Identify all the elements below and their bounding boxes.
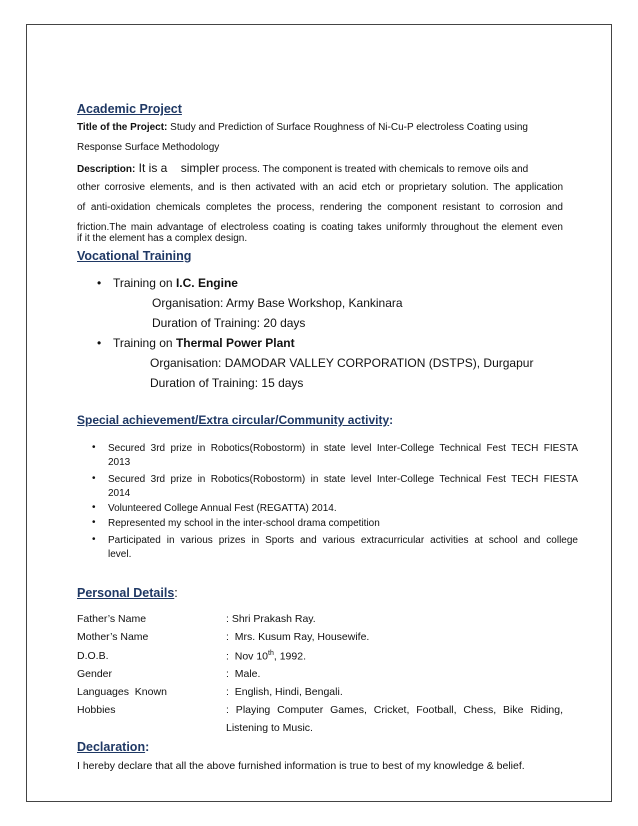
description-line5: if it the element has a complex design. xyxy=(77,233,248,244)
description-line1 xyxy=(77,158,563,180)
father-name-value: : Shri Prakash Ray. xyxy=(226,613,316,625)
training-item-1 xyxy=(113,276,238,290)
hobbies-value-line2: Listening to Music. xyxy=(226,722,313,734)
description-text-1: process. The component is treated with chemicals to remove oils and xyxy=(219,164,529,175)
training-1-duration: Duration of Training: 20 days xyxy=(152,316,306,330)
dob-value xyxy=(226,650,306,663)
training-2-duration: Duration of Training: 15 days xyxy=(150,376,304,390)
training-1-organisation: Organisation: Army Base Workshop, Kankinara xyxy=(152,296,403,310)
training-2-organisation: Organisation: DAMODAR VALLEY CORPORATION (DSTPS), Durgapur xyxy=(150,356,534,370)
achievement-4: Represented my school in the inter-school drama competition xyxy=(108,518,380,529)
training-prefix: Training on xyxy=(113,276,176,290)
dob-label: D.O.B. xyxy=(77,650,109,662)
bullet-dot: • xyxy=(92,442,96,453)
academic-project-heading: Academic Project xyxy=(77,102,182,116)
project-title-line1 xyxy=(77,118,563,138)
description-line3: of anti-oxidation chemicals completes the process, rendering the component resistant to corrosion and xyxy=(77,202,563,213)
bullet-dot: • xyxy=(97,336,102,350)
description-line4: friction.The main advantage of electroless coating is coating takes uniformly throughout the element even xyxy=(77,222,563,233)
personal-details-heading xyxy=(77,586,178,600)
heading-colon: : xyxy=(389,413,394,427)
achievement-5-line2: level. xyxy=(108,549,132,560)
project-title-line2: Response Surface Methodology xyxy=(77,142,220,153)
heading-colon: : xyxy=(174,586,178,600)
description-lead: It is a simpler xyxy=(135,161,220,175)
achievement-1-line2: 2013 xyxy=(108,457,131,468)
project-title-label: Title of the Project: xyxy=(77,122,168,133)
declaration-heading xyxy=(77,740,149,754)
personal-details-heading-text: Personal Details xyxy=(77,586,175,600)
training-prefix: Training on xyxy=(113,336,176,350)
training-item-2 xyxy=(113,336,295,350)
bullet-dot: • xyxy=(92,534,96,545)
dob-year: , 1992. xyxy=(273,650,306,663)
bullet-dot: • xyxy=(92,502,96,513)
languages-label: Languages Known xyxy=(77,686,167,698)
hobbies-label: Hobbies xyxy=(77,704,116,716)
gender-label: Gender xyxy=(77,668,113,680)
bullet-dot: • xyxy=(92,473,96,484)
achievement-5-line1: Participated in various prizes in Sports and various extracurricular activities at school and college xyxy=(108,535,578,546)
vocational-training-heading: Vocational Training xyxy=(77,249,192,263)
mother-name-label: Mother’s Name xyxy=(77,631,149,643)
achievement-1-line1: Secured 3rd prize in Robotics(Robostorm) in state level Inter-College Technical Fest TECH FIESTA xyxy=(108,443,578,454)
description-label: Description: xyxy=(77,164,136,175)
heading-colon: : xyxy=(145,740,150,754)
dob-suffix: th xyxy=(268,650,274,657)
achievement-3: Volunteered College Annual Fest (REGATTA) 2014. xyxy=(108,503,337,514)
hobbies-value-line1: : Playing Computer Games, Cricket, Football, Chess, Bike Riding, xyxy=(226,704,563,716)
bullet-dot: • xyxy=(92,517,96,528)
description-line2: other corrosive elements, and is then activated with an acid etch or proprietary solution. The application xyxy=(77,182,563,193)
training-name: Thermal Power Plant xyxy=(175,336,295,350)
achievement-2-line2: 2014 xyxy=(108,488,131,499)
special-achievement-heading-text: Special achievement/Extra circular/Community activity xyxy=(77,413,390,427)
declaration-text: I hereby declare that all the above furnished information is true to best of my knowledge & belief. xyxy=(77,760,525,772)
special-achievement-heading xyxy=(77,413,393,427)
languages-value: : English, Hindi, Bengali. xyxy=(226,686,343,698)
training-name: I.C. Engine xyxy=(175,276,238,290)
declaration-heading-text: Declaration xyxy=(77,740,146,754)
mother-name-value: : Mrs. Kusum Ray, Housewife. xyxy=(226,631,370,643)
gender-value: : Male. xyxy=(226,668,261,680)
father-name-label: Father’s Name xyxy=(77,613,147,625)
achievement-2-line1: Secured 3rd prize in Robotics(Robostorm) in state level Inter-College Technical Fest TECH FIESTA xyxy=(108,474,578,485)
project-title-value: Study and Prediction of Surface Roughness of Ni-Cu-P electroless Coating using xyxy=(167,122,528,133)
bullet-dot: • xyxy=(97,276,102,290)
dob-value-main: : Nov 10 xyxy=(226,650,269,663)
